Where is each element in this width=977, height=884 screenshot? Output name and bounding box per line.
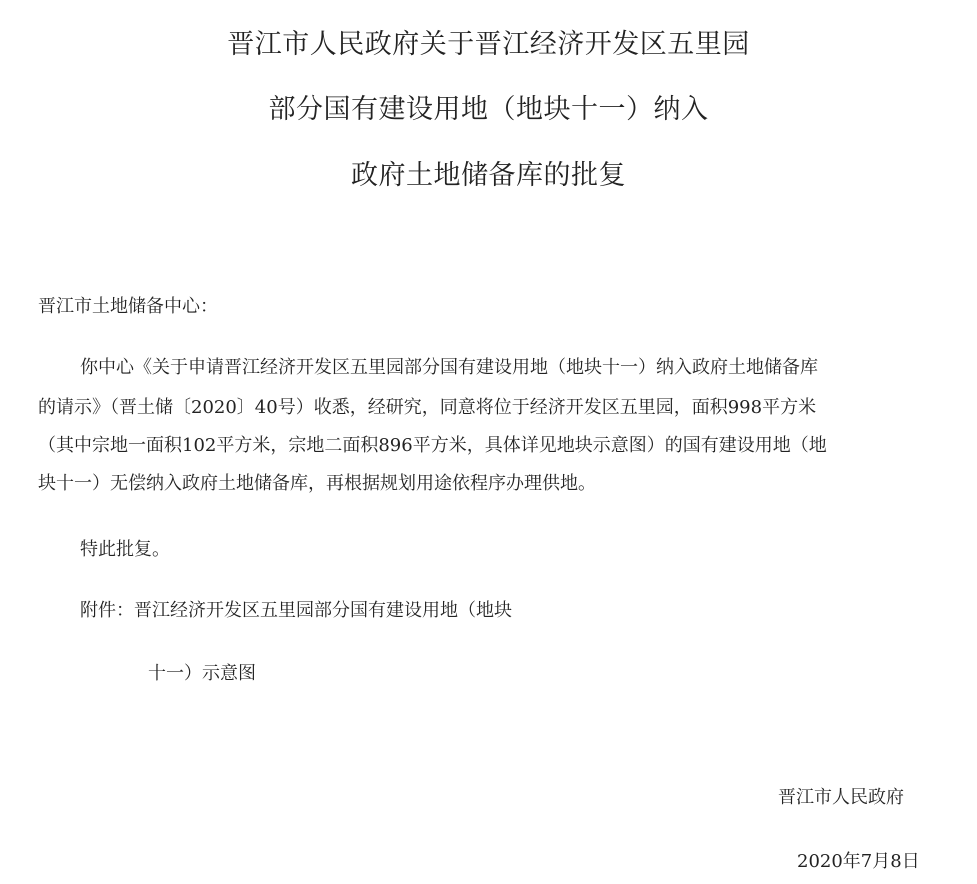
- issuing-authority: 晋江市人民政府: [778, 787, 904, 808]
- document-title-line-2: 部分国有建设用地（地块十一）纳入: [268, 94, 709, 125]
- attachment-line-2: 十一）示意图: [148, 663, 256, 684]
- body-line-1: 你中心《关于申请晋江经济开发区五里园部分国有建设用地（地块十一）纳入政府土地储备库: [80, 357, 818, 378]
- attachment-line-1: 附件：晋江经济开发区五里园部分国有建设用地（地块: [80, 600, 512, 621]
- document-title-line-3: 政府土地储备库的批复: [351, 160, 626, 191]
- body-line-3: （其中宗地一面积102平方米，宗地二面积896平方米，具体详见地块示意图）的国有建设用地（地: [38, 435, 827, 456]
- body-line-2: 的请示》（晋土储〔2020〕40号）收悉，经研究，同意将位于经济开发区五里园，面积998平方米: [38, 397, 817, 418]
- issue-date: 2020年7月8日: [797, 851, 920, 872]
- document-title-line-1: 晋江市人民政府关于晋江经济开发区五里园: [227, 29, 750, 60]
- approval-statement: 特此批复。: [80, 539, 170, 560]
- addressee: 晋江市土地储备中心：: [38, 296, 218, 317]
- body-line-4: 块十一）无偿纳入政府土地储备库，再根据规划用途依程序办理供地。: [38, 473, 596, 494]
